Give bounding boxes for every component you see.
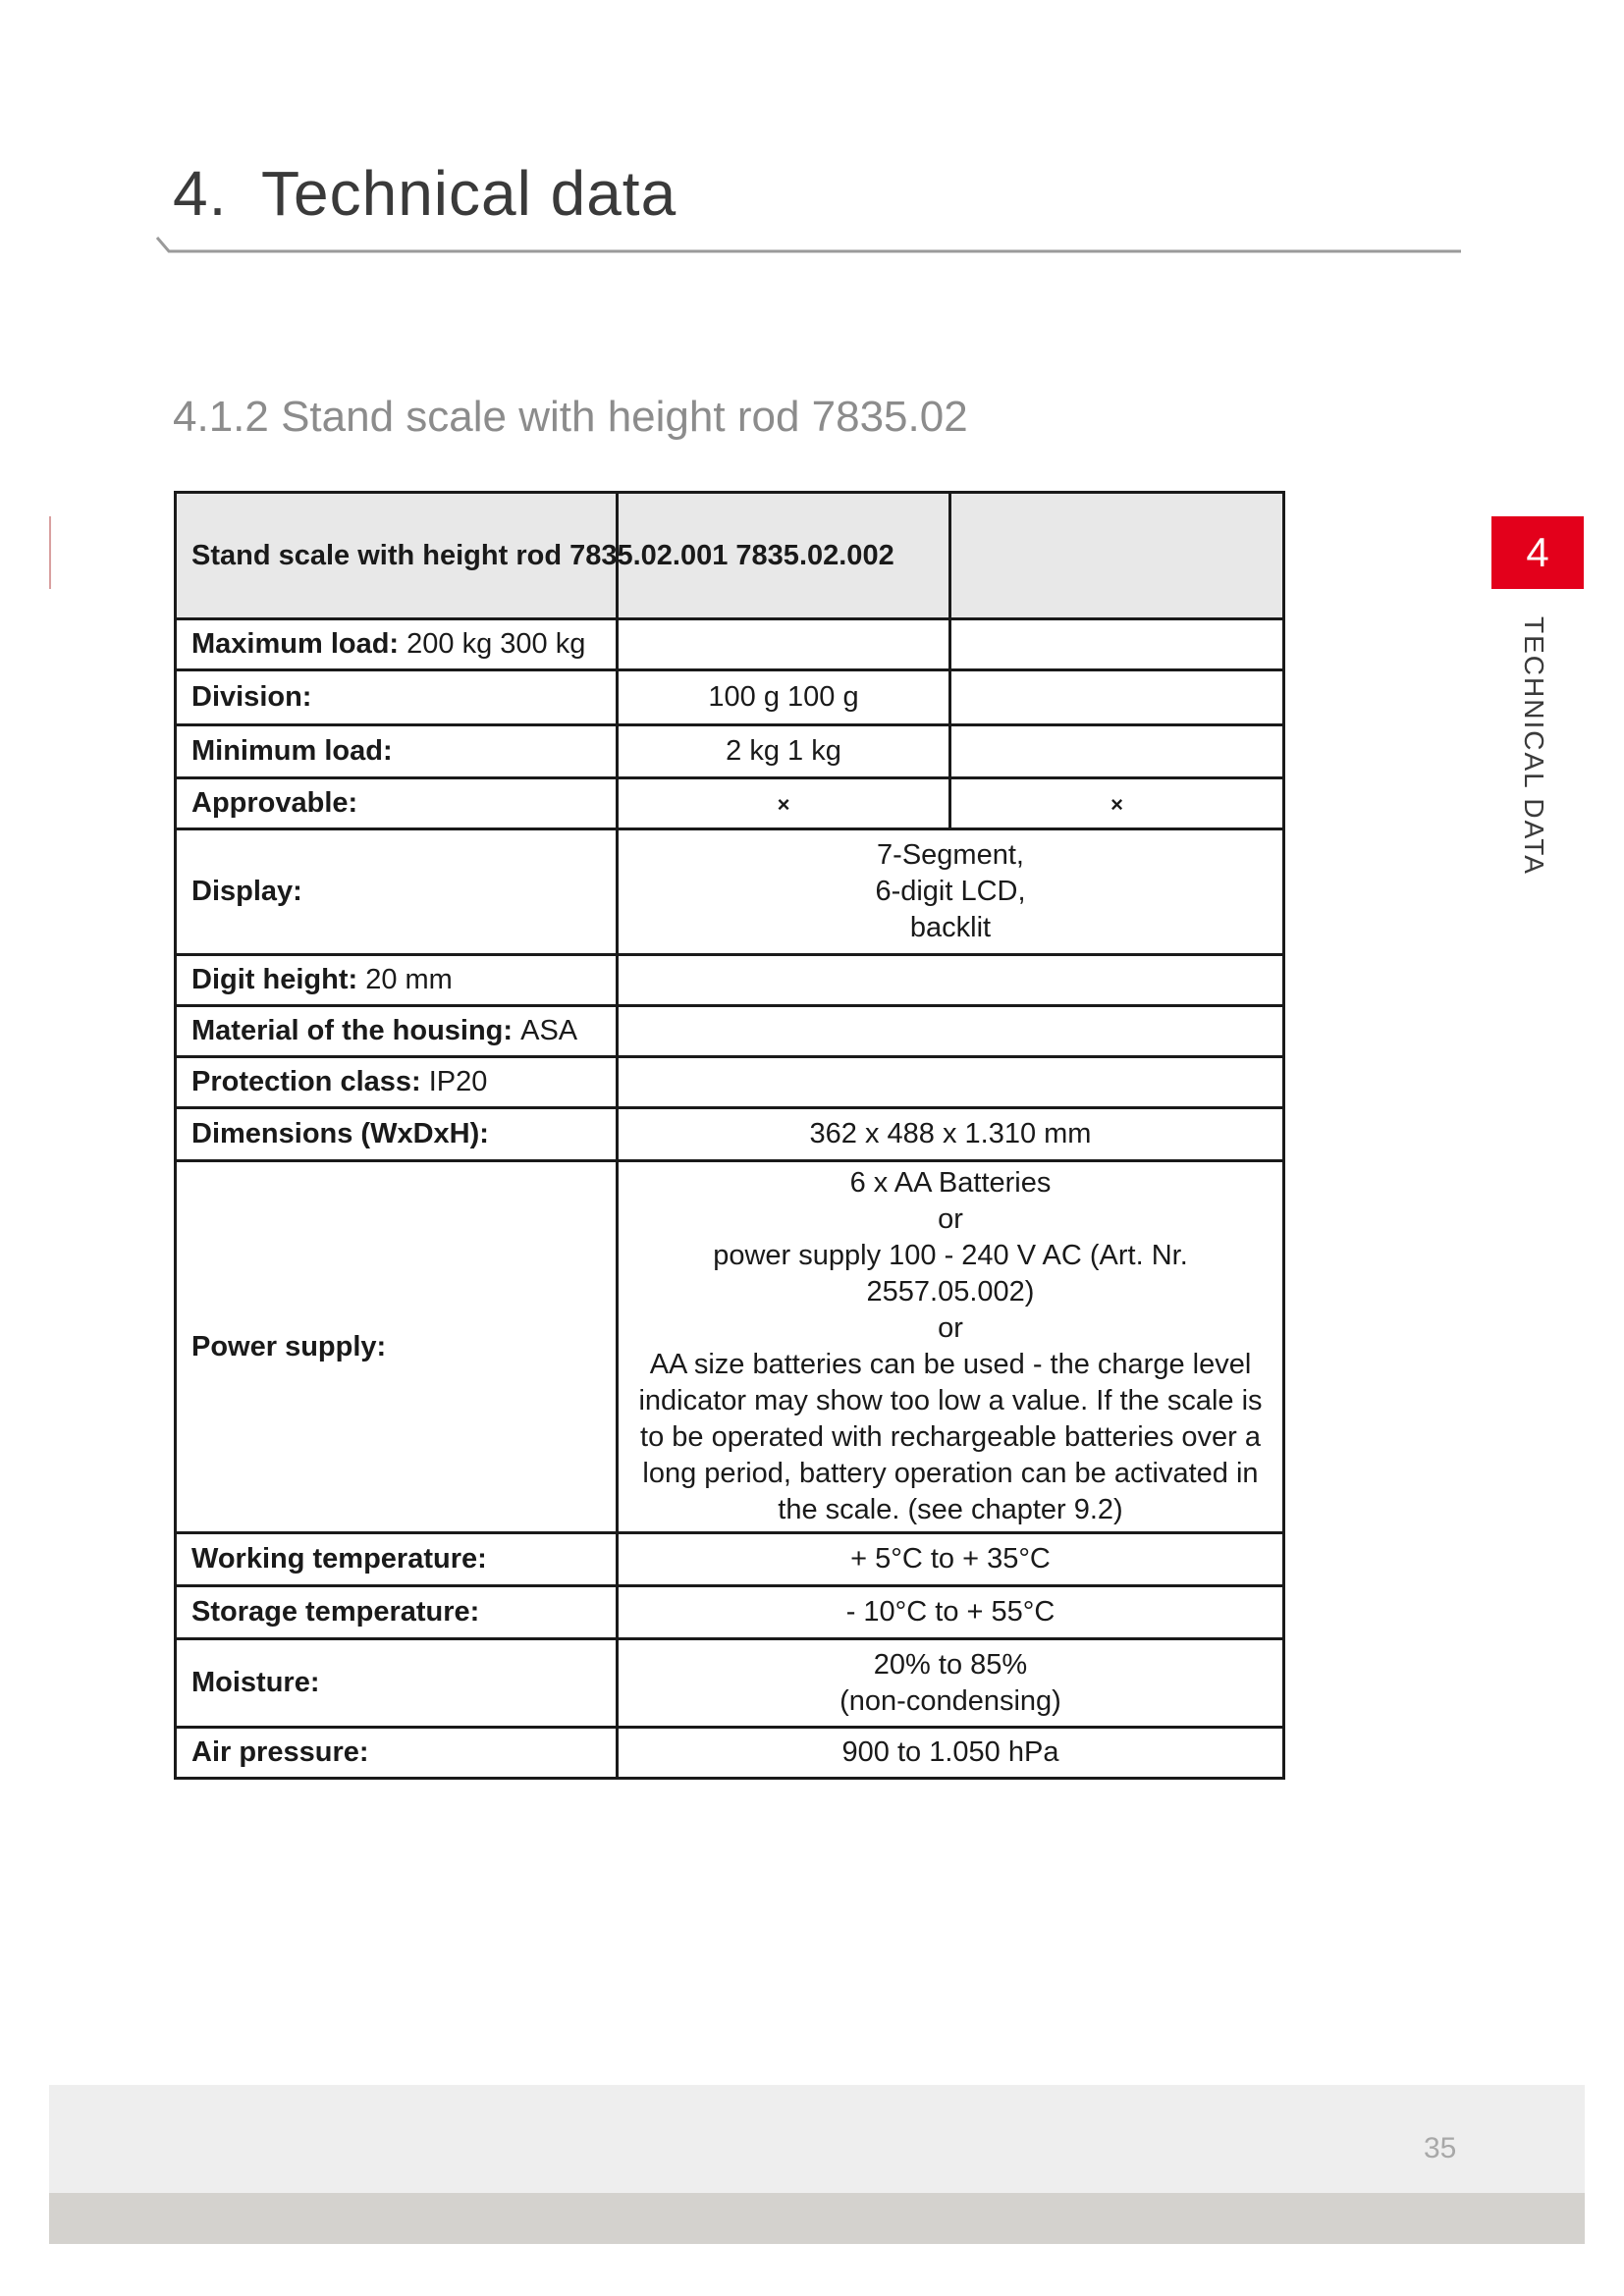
min-load-value: 2 kg 1 kg xyxy=(618,725,950,778)
title-underline xyxy=(155,232,1463,261)
cross-icon: × xyxy=(1110,791,1123,817)
digit-height-value: 20 mm xyxy=(365,964,453,995)
approvable-value-b xyxy=(950,778,1284,829)
min-load-label: Minimum load: xyxy=(176,725,618,778)
row-label xyxy=(176,619,618,670)
empty-cell xyxy=(950,619,1284,670)
row-label xyxy=(176,955,618,1006)
storage-temp-label: Storage temperature: xyxy=(176,1586,618,1639)
power-label: Power supply: xyxy=(176,1161,618,1533)
chapter-number: 4. xyxy=(173,158,228,229)
air-pressure-label: Air pressure: xyxy=(176,1728,618,1779)
approvable-value-a xyxy=(618,778,950,829)
table-row xyxy=(176,1728,1284,1779)
table-row xyxy=(176,1586,1284,1639)
table-row xyxy=(176,829,1284,955)
table-row xyxy=(176,1057,1284,1108)
empty-cell xyxy=(618,1006,1284,1057)
technical-data-table xyxy=(174,491,1285,1780)
dimensions-label: Dimensions (WxDxH): xyxy=(176,1108,618,1161)
max-load-value: 200 kg 300 kg xyxy=(406,628,586,660)
protection-label: Protection class: xyxy=(191,1066,421,1097)
chapter-tab: 4 xyxy=(1491,516,1584,589)
storage-temp-value: - 10°C to + 55°C xyxy=(618,1586,1284,1639)
empty-cell xyxy=(950,725,1284,778)
division-value: 100 g 100 g xyxy=(618,670,950,725)
display-label: Display: xyxy=(176,829,618,955)
max-load-label: Maximum load: xyxy=(191,628,400,660)
approvable-label: Approvable: xyxy=(176,778,618,829)
working-temp-value: + 5°C to + 35°C xyxy=(618,1533,1284,1586)
table-header-cell xyxy=(176,493,894,619)
empty-cell xyxy=(618,619,950,670)
footer-strip xyxy=(49,2193,1585,2244)
table-row xyxy=(176,725,1284,778)
table-header-row xyxy=(176,493,1284,619)
table-row xyxy=(176,670,1284,725)
table-header-text: Stand scale with height rod 7835.02.001 7835.02.002 xyxy=(191,539,894,571)
table-row xyxy=(176,1006,1284,1057)
margin-marker xyxy=(49,516,51,589)
chapter-title xyxy=(173,157,677,230)
empty-cell xyxy=(618,1057,1284,1108)
table-row xyxy=(176,778,1284,829)
section-title: 4.1.2 Stand scale with height rod 7835.02 xyxy=(173,393,968,441)
footer-band xyxy=(49,2085,1585,2193)
display-value: 7-Segment, 6-digit LCD, backlit xyxy=(618,829,1284,955)
air-pressure-value: 900 to 1.050 hPa xyxy=(618,1728,1284,1779)
housing-value: ASA xyxy=(520,1015,578,1046)
dimensions-value: 362 x 488 x 1.310 mm xyxy=(618,1108,1284,1161)
row-label xyxy=(176,1057,618,1108)
empty-cell xyxy=(950,670,1284,725)
chapter-title-text: Technical data xyxy=(261,158,677,229)
empty-cell xyxy=(618,955,1284,1006)
table-row xyxy=(176,619,1284,670)
chapter-tab-label: TECHNICAL DATA xyxy=(1519,616,1549,876)
power-value: 6 x AA Batteries or power supply 100 - 240 V AC (Art. Nr. 2557.05.002) or AA size batteries can be used - the charge level indicator may show too low a value. If the scale is to be operated with rechargeable batteries over a long period, battery operation can be activated in the scale. (see chapter 9.2) xyxy=(618,1161,1284,1533)
table-row xyxy=(176,1108,1284,1161)
cross-icon: × xyxy=(777,791,790,817)
table-header-cell-empty xyxy=(950,493,1284,619)
table-row xyxy=(176,955,1284,1006)
moisture-value: 20% to 85% (non-condensing) xyxy=(618,1639,1284,1728)
table-row xyxy=(176,1161,1284,1533)
division-label: Division: xyxy=(176,670,618,725)
page-number: 35 xyxy=(1424,2132,1457,2164)
working-temp-label: Working temperature: xyxy=(176,1533,618,1586)
moisture-label: Moisture: xyxy=(176,1639,618,1728)
digit-height-label: Digit height: xyxy=(191,964,358,995)
protection-value: IP20 xyxy=(428,1066,488,1097)
row-label xyxy=(176,1006,618,1057)
table-row xyxy=(176,1639,1284,1728)
housing-label: Material of the housing: xyxy=(191,1015,514,1046)
table-row xyxy=(176,1533,1284,1586)
